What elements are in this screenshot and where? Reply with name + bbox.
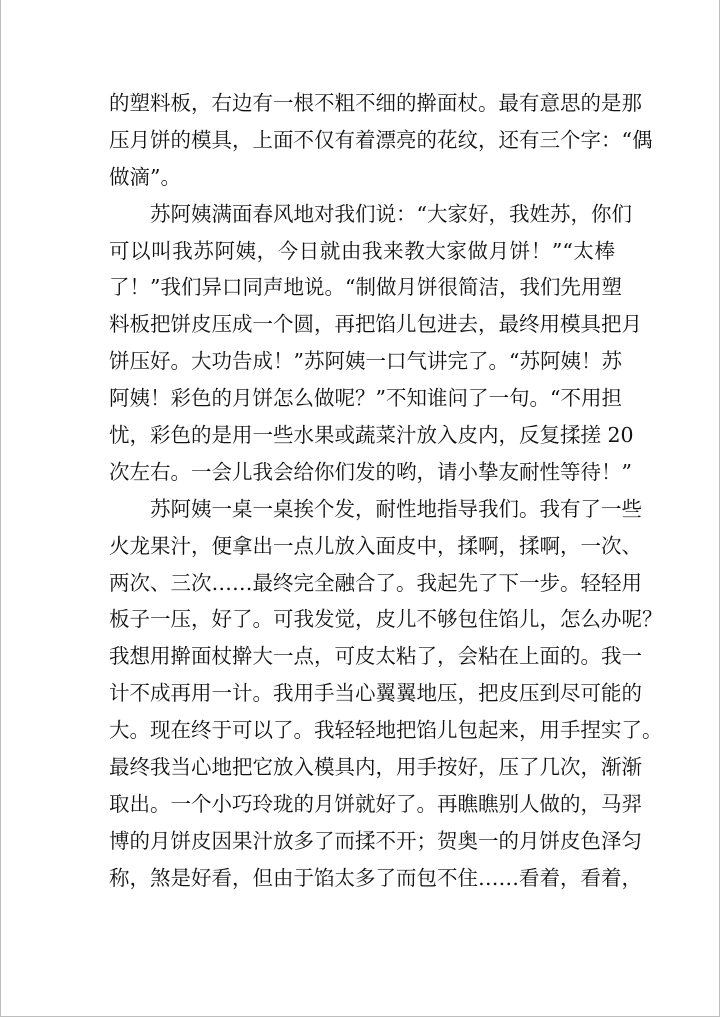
text-line: 做滴”。: [109, 164, 181, 189]
text-line: 我想用擀面杖擀大一点，可皮太粘了，会粘在上面的。我一: [109, 644, 642, 669]
paragraph-first-line: 苏阿姨满面春风地对我们说：“大家好，我姓苏，你们: [150, 201, 632, 226]
text-line: 计不成再用一计。我用手当心翼翼地压，把皮压到尽可能的: [109, 681, 642, 706]
text-line: 可以叫我苏阿姨，今日就由我来教大家做月饼！”“太棒: [109, 238, 615, 263]
text-line: 的塑料板，右边有一根不粗不细的擀面杖。最有意思的是那: [109, 91, 642, 115]
text-line: 忧，彩色的是用一些水果或蔬菜汁放入皮内，反复揉搓 20: [109, 423, 634, 448]
text-line: 称，煞是好看，但由于馅太多了而包不住……看着，看着，: [109, 865, 642, 890]
text-line: 饼压好。大功告成！”苏阿姨一口气讲完了。“苏阿姨！苏: [109, 349, 622, 374]
text-line: 火龙果汁，便拿出一点儿放入面皮中，揉啊，揉啊，一次、: [109, 533, 642, 558]
text-line: 博的月饼皮因果汁放多了而揉不开；贺奥一的月饼皮色泽匀: [109, 828, 642, 853]
body-text: [109, 85, 663, 897]
text-line: 阿姨！彩色的月饼怎么做呢？”不知谁问了一句。“不用担: [109, 386, 622, 411]
text-line: 料板把饼皮压成一个圆，再把馅儿包进去，最终用模具把月: [109, 312, 642, 337]
text-line: 压月饼的模具，上面不仅有着漂亮的花纹，还有三个字：“偶: [109, 127, 653, 152]
text-line: 次左右。一会儿我会给你们发的哟，请小挚友耐性等待！”: [109, 459, 632, 484]
text-line: 最终我当心地把它放入模具内，用手按好，压了几次，渐渐: [109, 755, 642, 780]
text-line: 了！”我们异口同声地说。“制做月饼很简洁，我们先用塑: [109, 275, 622, 300]
text-line: 大。现在终于可以了。我轻轻地把馅儿包起来，用手捏实了。: [109, 718, 663, 743]
text-line: 取出。一个小巧玲珑的月饼就好了。再瞧瞧别人做的，马羿: [109, 791, 642, 816]
text-line: 两次、三次……最终完全融合了。我起先了下一步。轻轻用: [109, 570, 642, 595]
text-line: 板子一压，好了。可我发觉，皮儿不够包住馅儿，怎么办呢？: [109, 607, 663, 632]
paragraph-first-line: 苏阿姨一桌一桌挨个发，耐性地指导我们。我有了一些: [150, 496, 642, 521]
